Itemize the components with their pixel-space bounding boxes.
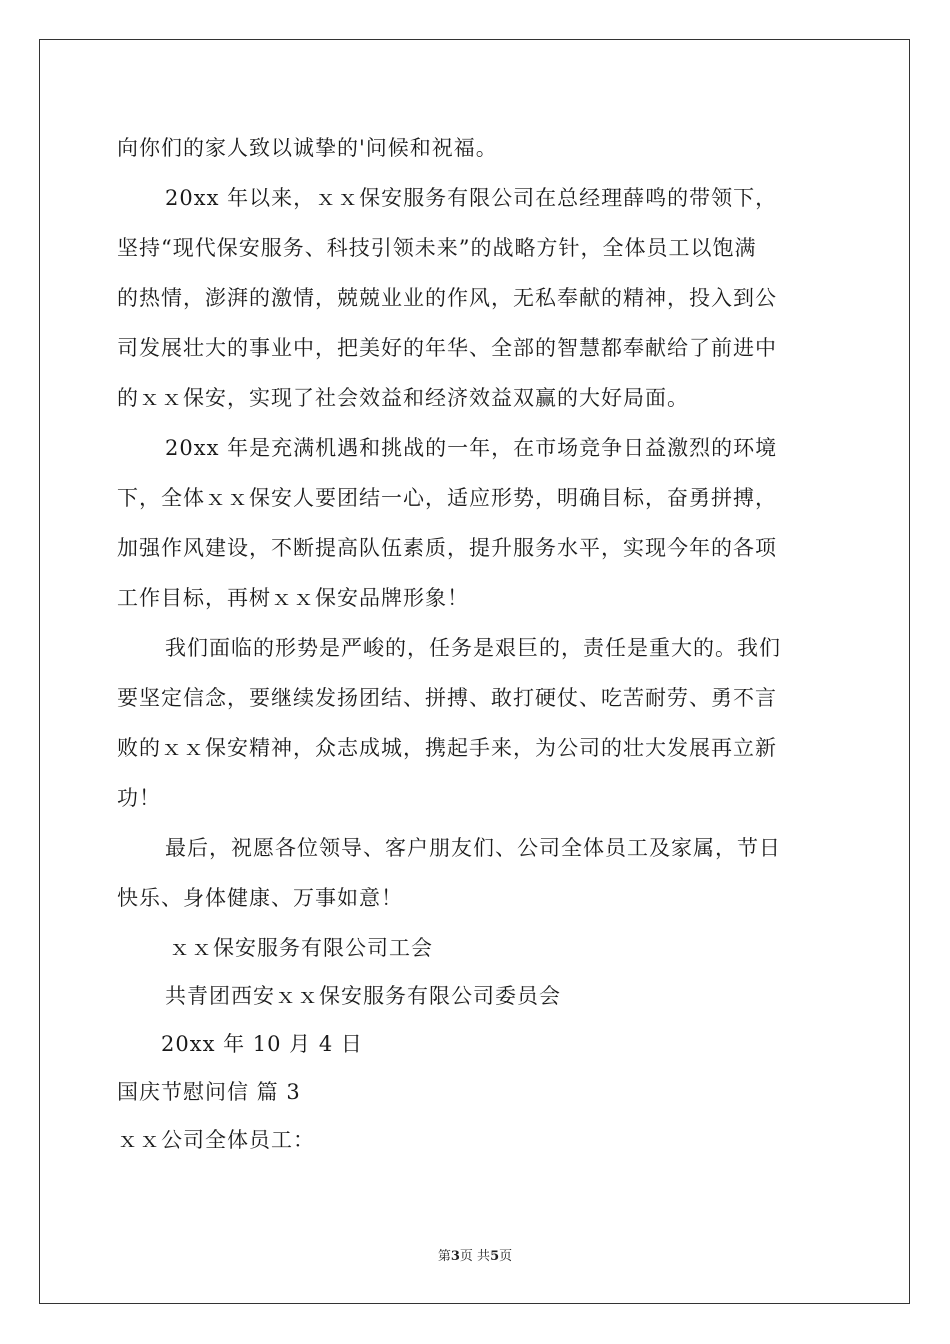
text-line: 我们面临的形势是严峻的，任务是艰巨的，责任是重大的。我们 bbox=[165, 636, 781, 660]
signature-date: 20xx 年 10 月 4 日 bbox=[161, 1032, 363, 1056]
text-line: 向你们的家人致以诚挚的'问候和祝福。 bbox=[117, 136, 498, 160]
signature-union: ｘｘ保安服务有限公司工会 bbox=[169, 936, 433, 960]
paragraph-achievements bbox=[117, 178, 837, 428]
footer-prefix: 第 bbox=[437, 1249, 451, 1264]
text-line: 司发展壮大的事业中，把美好的年华、全部的智慧都奉献给了前进中 bbox=[117, 336, 777, 360]
text-line: 最后，祝愿各位领导、客户朋友们、公司全体员工及家属，节日 bbox=[165, 836, 781, 860]
page-number-current: 3 bbox=[450, 1249, 460, 1264]
footer-mid: 页 共 bbox=[459, 1249, 491, 1264]
text-line: 下，全体ｘｘ保安人要团结一心，适应形势，明确目标，奋勇拼搏， bbox=[117, 486, 777, 510]
signature-block bbox=[117, 928, 837, 1072]
text-line: 的热情，澎湃的激情，兢兢业业的作风，无私奉献的精神，投入到公 bbox=[117, 286, 777, 310]
signature-league: 共青团西安ｘｘ保安服务有限公司委员会 bbox=[165, 984, 561, 1008]
salutation: ｘｘ公司全体员工： bbox=[117, 1128, 315, 1152]
text-line: 坚持“现代保安服务、科技引领未来”的战略方针，全体员工以饱满 bbox=[117, 236, 757, 260]
text-line: 的ｘｘ保安，实现了社会效益和经济效益双赢的大好局面。 bbox=[117, 386, 689, 410]
footer-suffix: 页 bbox=[499, 1249, 513, 1264]
paragraph-challenges bbox=[117, 428, 837, 628]
text-line: 功！ bbox=[117, 786, 161, 810]
text-line: 快乐、身体健康、万事如意！ bbox=[117, 886, 403, 910]
text-line: 20xx 年以来，ｘｘ保安服务有限公司在总经理薛鸣的带领下， bbox=[165, 186, 778, 210]
page-number-total: 5 bbox=[490, 1249, 500, 1264]
paragraph-greeting-end bbox=[117, 128, 837, 178]
paragraph-resolve bbox=[117, 628, 837, 828]
document-body bbox=[117, 128, 837, 1168]
text-line: 败的ｘｘ保安精神，众志成城，携起手来，为公司的壮大发展再立新 bbox=[117, 736, 777, 760]
section-title: 国庆节慰问信 篇 3 bbox=[117, 1080, 301, 1104]
paragraph-closing-wishes bbox=[117, 828, 837, 928]
text-line: 工作目标，再树ｘｘ保安品牌形象！ bbox=[117, 586, 469, 610]
text-line: 要坚定信念，要继续发扬团结、拼搏、敢打硬仗、吃苦耐劳、勇不言 bbox=[117, 686, 777, 710]
page-footer bbox=[0, 1245, 950, 1264]
text-line: 加强作风建设，不断提高队伍素质，提升服务水平，实现今年的各项 bbox=[117, 536, 777, 560]
text-line: 20xx 年是充满机遇和挑战的一年，在市场竞争日益激烈的环境 bbox=[165, 436, 778, 460]
